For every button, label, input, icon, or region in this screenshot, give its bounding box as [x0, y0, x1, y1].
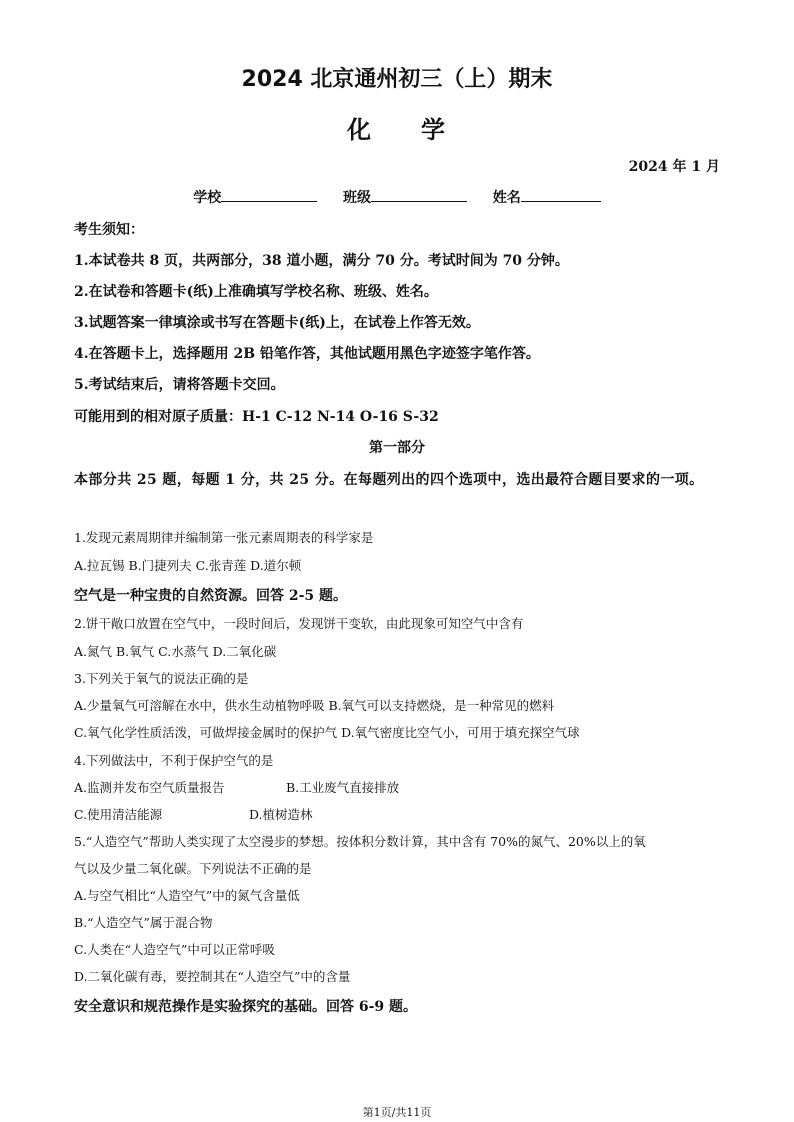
- student-info-row: [0, 187, 794, 207]
- q5-option-a: A.与空气相比“人造空气”中的氮气含量低: [74, 888, 300, 903]
- atomic-mass-line: 可能用到的相对原子质量：H-1 C-12 N-14 O-16 S-32: [74, 409, 439, 425]
- subject-title: [0, 110, 794, 145]
- page-number: 第1页/共11页: [362, 1106, 432, 1119]
- q1-stem: 1.发现元素周期律并编制第一张元素周期表的科学家是: [74, 530, 374, 545]
- notice-heading: 考生须知：: [74, 222, 144, 238]
- q5-option-b: B.“人造空气”属于混合物: [74, 915, 213, 930]
- q5-option-d: D.二氧化碳有毒，要控制其在“人造空气”中的含量: [74, 969, 351, 984]
- school-label: 学校: [193, 190, 222, 206]
- part-one-instruction: 本部分共 25 题，每题 1 分，共 25 分。在每题列出的四个选项中，选出最符合题目要求的一项。: [74, 472, 704, 488]
- q3-options-cd: C.氧气化学性质活泼，可做焊接金属时的保护气 D.氧气密度比空气小，可用于填充探空气球: [74, 725, 580, 740]
- q5-stem-line-1: 5.“人造空气”帮助人类实现了太空漫步的梦想。按体积分数计算，其中含有 70%的氮气、20%以上的氧: [74, 834, 646, 849]
- class-label: 班级: [343, 190, 371, 206]
- class-blank[interactable]: [371, 187, 467, 202]
- notice-item-2: 2.在试卷和答题卡(纸)上准确填写学校名称、班级、姓名。: [74, 284, 438, 300]
- page-title: 2024 北京通州初三（上）期末: [241, 67, 553, 92]
- notice-item-4: 4.在答题卡上，选择题用 2B 铅笔作答，其他试题用黑色字迹签字笔作答。: [74, 346, 540, 362]
- q3-stem: 3.下列关于氧气的说法正确的是: [74, 671, 249, 686]
- notice-item-1: 1.本试卷共 8 页，共两部分，38 道小题，满分 70 分。考试时间为 70 分钟。: [74, 253, 569, 269]
- q5-option-c: C.人类在“人造空气”中可以正常呼吸: [74, 942, 275, 957]
- q4-option-b: B.工业废气直接排放: [286, 780, 400, 795]
- q4-option-a: A.监测并发布空气质量报告: [74, 780, 225, 795]
- subject-char-2: 学: [421, 116, 447, 144]
- q4-stem: 4.下列做法中，不利于保护空气的是: [74, 753, 274, 768]
- name-label: 姓名: [492, 190, 521, 206]
- part-one-title: 第一部分: [369, 440, 425, 456]
- exam-date: 2024 年 1 月: [628, 159, 720, 175]
- group-6-9-heading: 安全意识和规范操作是实验探究的基础。回答 6-9 题。: [74, 999, 418, 1015]
- notice-item-5: 5.考试结束后，请将答题卡交回。: [74, 377, 285, 393]
- name-blank[interactable]: [521, 187, 601, 202]
- q4-option-c: C.使用清洁能源: [74, 807, 163, 822]
- q2-options: A.氮气 B.氧气 C.水蒸气 D.二氧化碳: [74, 644, 277, 659]
- notice-item-3: 3.试题答案一律填涂或书写在答题卡(纸)上，在试卷上作答无效。: [74, 315, 480, 331]
- q5-stem-line-2: 气以及少量二氧化碳。下列说法不正确的是: [74, 861, 312, 876]
- q2-stem: 2.饼干敞口放置在空气中，一段时间后，发现饼干变软，由此现象可知空气中含有: [74, 616, 524, 631]
- q4-option-d: D.植树造林: [249, 807, 313, 822]
- q3-options-ab: A.少量氧气可溶解在水中，供水生动植物呼吸 B.氧气可以支持燃烧，是一种常见的燃料: [74, 698, 555, 713]
- q1-options: A.拉瓦锡 B.门捷列夫 C.张青莲 D.道尔顿: [74, 558, 302, 573]
- subject-char-1: 化: [347, 116, 373, 144]
- group-2-5-heading: 空气是一种宝贵的自然资源。回答 2-5 题。: [74, 588, 348, 604]
- school-blank[interactable]: [221, 187, 317, 202]
